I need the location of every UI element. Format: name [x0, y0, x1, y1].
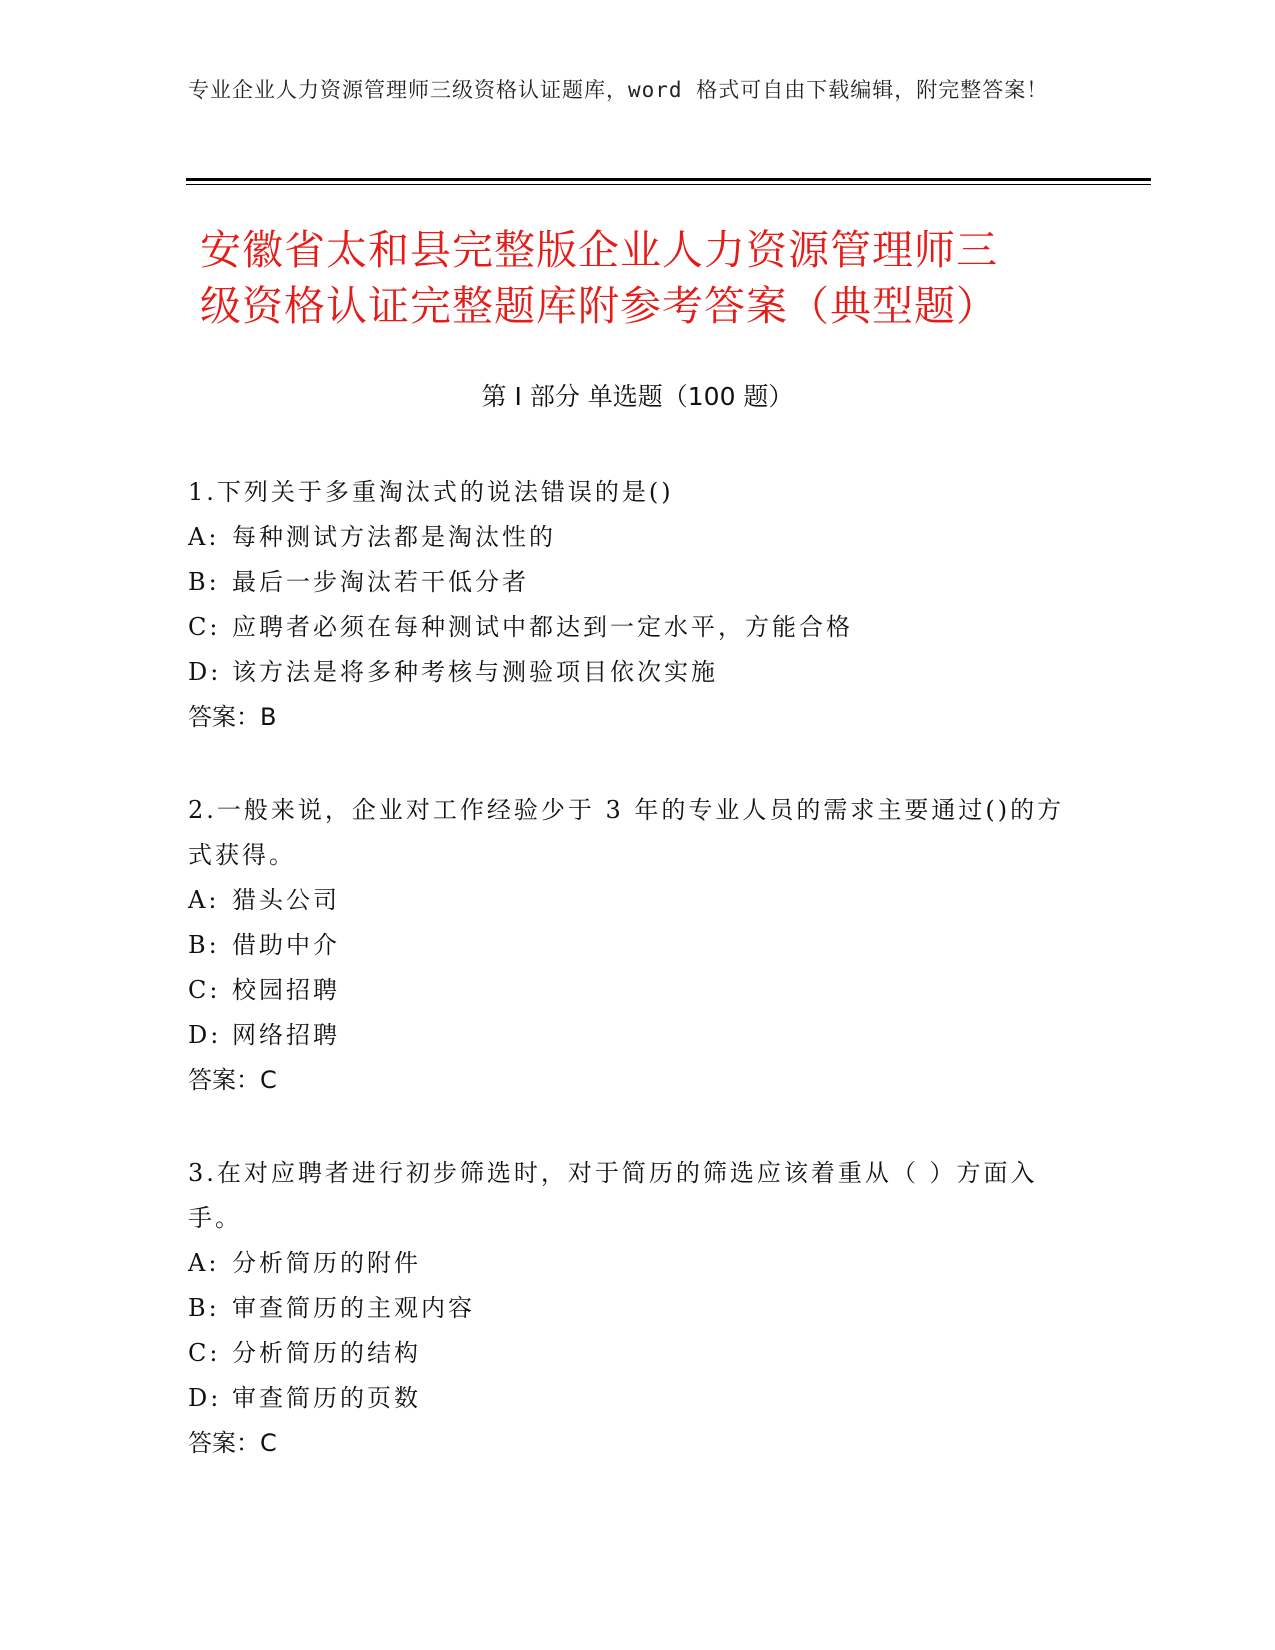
document-title-line-1: 安徽省太和县完整版企业人力资源管理师三 [200, 226, 998, 274]
document-title [200, 222, 1080, 334]
question-stem: 3.在对应聘者进行初步筛选时，对于简历的筛选应该着重从（ ）方面入手。 [188, 1159, 1038, 1232]
option-text: 应聘者必须在每种测试中都达到一定水平，方能合格 [232, 613, 853, 641]
option-letter: B: [188, 931, 220, 959]
option-letter: A: [188, 1249, 220, 1277]
option-letter: C: [188, 976, 221, 1004]
option-d [188, 1013, 1088, 1058]
option-c [188, 605, 1088, 650]
option-text: 分析简历的结构 [232, 1339, 421, 1367]
option-text: 校园招聘 [232, 976, 340, 1004]
option-b [188, 1286, 1088, 1331]
option-text: 分析简历的附件 [232, 1249, 421, 1277]
option-letter: A: [188, 886, 220, 914]
option-c [188, 1331, 1088, 1376]
option-letter: A: [188, 523, 220, 551]
option-letter: B: [188, 568, 220, 596]
question-2 [188, 788, 1088, 1103]
question-stem: 1.下列关于多重淘汰式的说法错误的是() [188, 478, 674, 506]
option-letter: C: [188, 1339, 221, 1367]
document-title-line-2: 级资格认证完整题库附参考答案（典型题） [200, 282, 998, 330]
section-title: 第 I 部分 单选题（100 题） [481, 382, 794, 411]
question-list [188, 470, 1088, 1514]
answer-line: 答案：B [188, 703, 277, 731]
option-letter: D: [188, 658, 222, 686]
option-text: 猎头公司 [232, 886, 340, 914]
option-text: 借助中介 [232, 931, 340, 959]
option-b [188, 923, 1088, 968]
option-letter: C: [188, 613, 221, 641]
question-1 [188, 470, 1088, 740]
option-a [188, 515, 1088, 560]
option-letter: B: [188, 1294, 220, 1322]
option-d [188, 650, 1088, 695]
option-text: 审查简历的主观内容 [232, 1294, 475, 1322]
question-3 [188, 1151, 1088, 1466]
option-b [188, 560, 1088, 605]
option-d [188, 1376, 1088, 1421]
answer-line: 答案：C [188, 1066, 277, 1094]
question-stem: 2.一般来说，企业对工作经验少于 3 年的专业人员的需求主要通过()的方式获得。 [188, 796, 1065, 869]
option-text: 最后一步淘汰若干低分者 [232, 568, 529, 596]
option-text: 审查简历的页数 [232, 1384, 421, 1412]
option-c [188, 968, 1088, 1013]
header-rule-thin [186, 184, 1151, 185]
header-rule-thick [186, 178, 1151, 181]
option-text: 网络招聘 [232, 1021, 340, 1049]
header-note: 专业企业人力资源管理师三级资格认证题库，word 格式可自由下载编辑，附完整答案！ [188, 78, 1049, 102]
answer-line: 答案：C [188, 1429, 277, 1457]
option-a [188, 878, 1088, 923]
option-letter: D: [188, 1021, 222, 1049]
option-a [188, 1241, 1088, 1286]
option-text: 该方法是将多种考核与测验项目依次实施 [232, 658, 718, 686]
option-letter: D: [188, 1384, 222, 1412]
option-text: 每种测试方法都是淘汰性的 [232, 523, 556, 551]
